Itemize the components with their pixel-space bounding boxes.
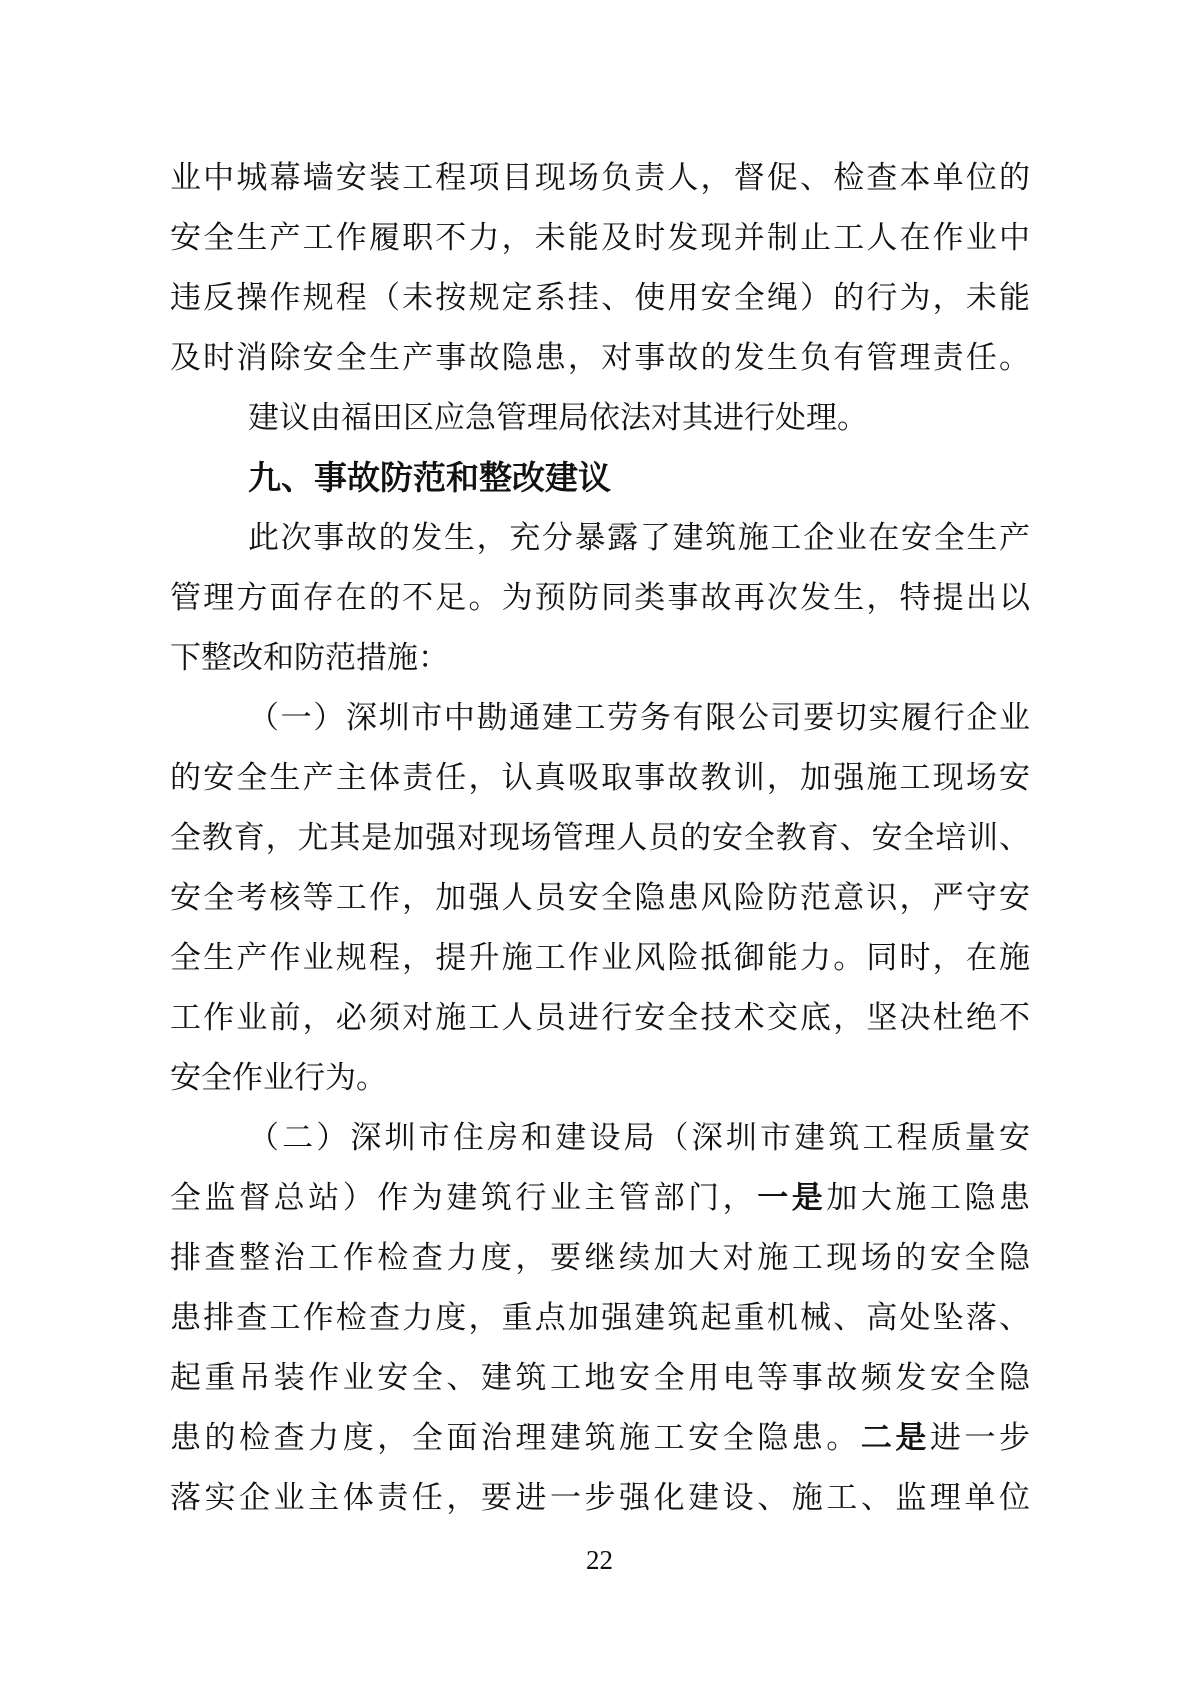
text-line: 管理方面存在的不足。为预防同类事故再次发生，特提出以: [170, 580, 1030, 615]
text-line: 安全生产工作履职不力，未能及时发现并制止工人在作业中: [170, 220, 1030, 255]
text-line: [170, 1168, 1030, 1228]
text-line: 全生产作业规程，提升施工作业风险抵御能力。同时，在施: [170, 940, 1030, 975]
text-line: （一）深圳市中勘通建工劳务有限公司要切实履行企业: [248, 700, 1030, 735]
text-line: 工作业前，必须对施工人员进行安全技术交底，坚决杜绝不: [170, 1000, 1030, 1035]
text-line: 起重吊装作业安全、建筑工地安全用电等事故频发安全隐: [170, 1360, 1030, 1395]
text-line: 全教育，尤其是加强对现场管理人员的安全教育、安全培训、: [170, 820, 1030, 855]
text-line: 业中城幕墙安装工程项目现场负责人，督促、检查本单位的: [170, 160, 1030, 195]
text-line: 此次事故的发生，充分暴露了建筑施工企业在安全生产: [248, 520, 1030, 555]
section-heading: 九、事故防范和整改建议: [248, 458, 611, 497]
text-line: 落实企业主体责任，要进一步强化建设、施工、监理单位: [170, 1480, 1030, 1515]
emphasis-text: 一是: [757, 1180, 827, 1216]
text-line: 违反操作规程（未按规定系挂、使用安全绳）的行为，未能: [170, 280, 1030, 315]
emphasis-text: 二是: [860, 1420, 930, 1456]
text-segment: 进一步: [929, 1420, 1031, 1455]
text-segment: 全监督总站）作为建筑行业主管部门，: [170, 1180, 758, 1215]
text-segment: 患的检查力度，全面治理建筑施工安全隐患。: [170, 1420, 861, 1455]
text-line: （二）深圳市住房和建设局（深圳市建筑工程质量安: [248, 1120, 1030, 1155]
text-segment: 加大施工隐患: [826, 1180, 1031, 1215]
text-line: [170, 1408, 1030, 1468]
text-line: 的安全生产主体责任，认真吸取事故教训，加强施工现场安: [170, 760, 1030, 795]
document-body: [170, 148, 1030, 1528]
text-line: 建议由福田区应急管理局依法对其进行处理。: [248, 400, 868, 435]
text-line: 下整改和防范措施：: [170, 640, 449, 675]
page-number: 22: [586, 1545, 613, 1575]
text-line: 及时消除安全生产事故隐患，对事故的发生负有管理责任。: [170, 340, 1030, 375]
text-line: 排查整治工作检查力度，要继续加大对施工现场的安全隐: [170, 1240, 1030, 1275]
text-line: 安全考核等工作，加强人员安全隐患风险防范意识，严守安: [170, 880, 1030, 915]
text-line: 安全作业行为。: [170, 1060, 387, 1095]
text-line: 患排查工作检查力度，重点加强建筑起重机械、高处坠落、: [170, 1300, 1030, 1335]
